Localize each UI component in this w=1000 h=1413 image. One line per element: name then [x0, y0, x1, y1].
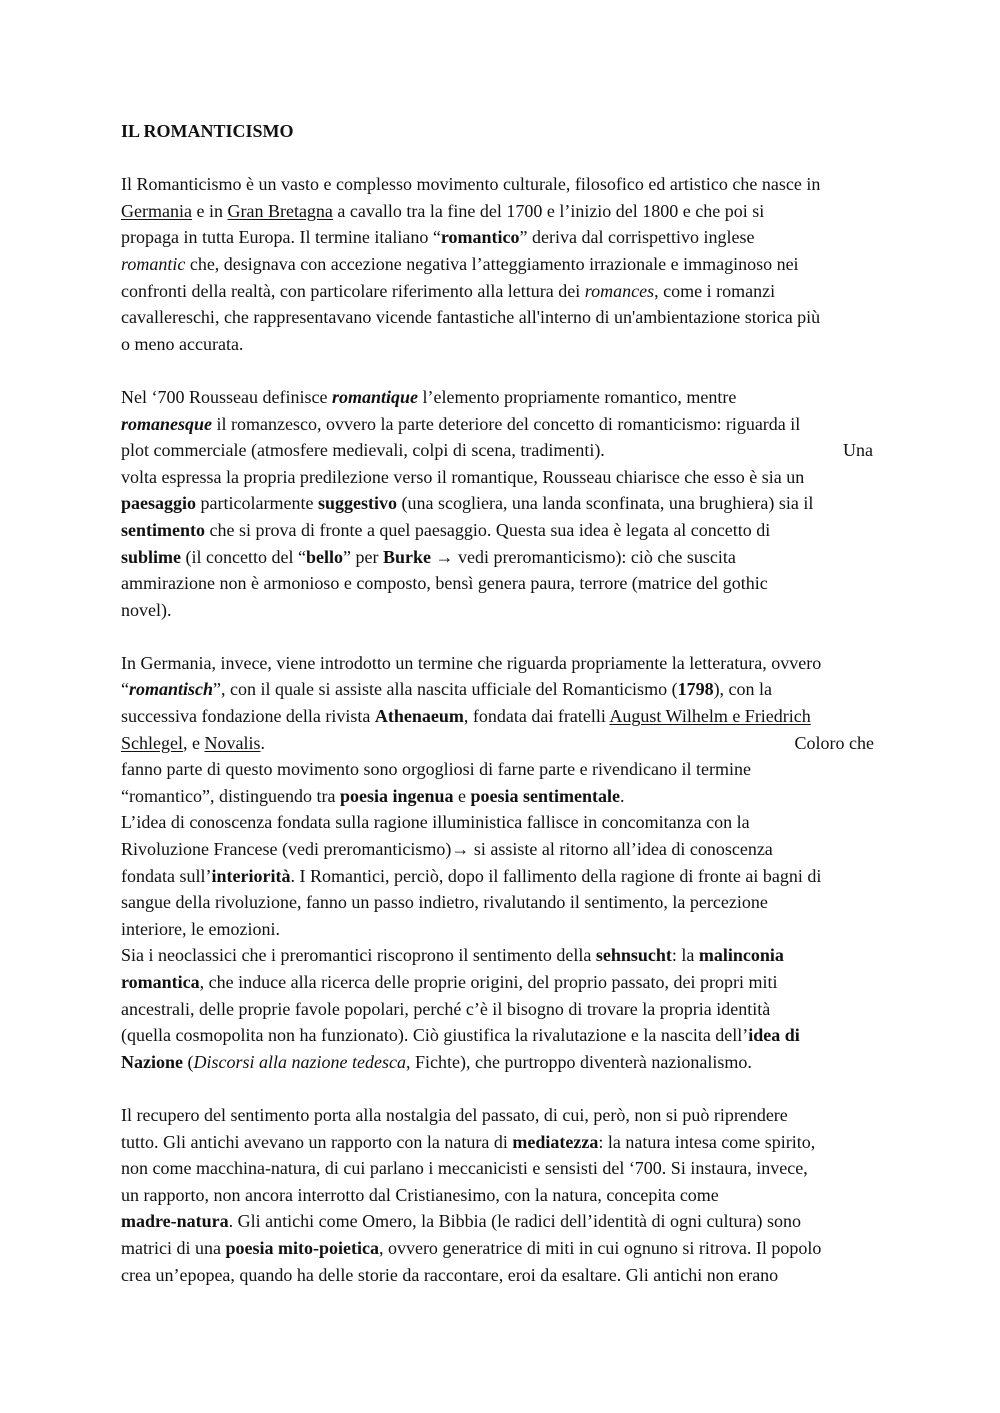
link-novalis[interactable]: Novalis — [204, 732, 261, 753]
link-gran-bretagna[interactable]: Gran Bretagna — [227, 200, 333, 221]
text-line: matrici di una poesia mito-poietica, ovvero generatrice di miti in cui ognuno si ritrova. Il popolo — [121, 1237, 822, 1258]
text-line: madre-natura. Gli antichi come Omero, la Bibbia (le radici dell’identità di ogni cultura) sono — [121, 1211, 802, 1232]
page-title: IL ROMANTICISMO — [121, 121, 294, 141]
text-line: romantic che, designava con accezione negativa l’atteggiamento irrazionale e immaginoso nei — [121, 253, 799, 274]
document-page — [121, 118, 911, 1288]
text-line: Germania e in Gran Bretagna a cavallo tra la fine del 1700 e l’inizio del 1800 e che poi si — [121, 200, 765, 221]
paragraph-gap — [121, 623, 911, 650]
text-line: successiva fondazione della rivista Athenaeum, fondata dai fratelli August Wilhelm e Friedrich — [121, 706, 811, 727]
text-line: Nazione (Discorsi alla nazione tedesca, Fichte), che purtroppo diventerà nazionalismo. — [121, 1051, 752, 1072]
paragraph-gap — [121, 357, 911, 384]
text-line: cavallereschi, che rappresentavano vicende fantastiche all'interno di un'ambientazione storica più — [121, 307, 821, 328]
paragraph-1 — [121, 171, 911, 357]
text-line: fanno parte di questo movimento sono orgogliosi di farne parte e rivendicano il termine — [121, 759, 751, 780]
text-line: Schlegel, e Novalis. Coloro che — [121, 732, 874, 753]
text-line: Rivoluzione Francese (vedi preromanticismo)→ si assiste al ritorno all’idea di conoscenza — [121, 839, 773, 860]
paragraph-3 — [121, 650, 911, 1076]
text-line: plot commerciale (atmosfere medievali, colpi di scena, tradimenti). Una — [121, 440, 873, 461]
text-line: “romantisch”, con il quale si assiste alla nascita ufficiale del Romanticismo (1798), con la — [121, 679, 773, 700]
link-schlegel[interactable]: Schlegel — [121, 732, 183, 753]
text-line: crea un’epopea, quando ha delle storie da raccontare, eroi da esaltare. Gli antichi non erano — [121, 1264, 779, 1285]
text-line: tutto. Gli antichi avevano un rapporto con la natura di mediatezza: la natura intesa come spirito, — [121, 1131, 816, 1152]
text-line: novel). — [121, 599, 172, 620]
text-line: romanesque il romanzesco, ovvero la parte deteriore del concetto di romanticismo: riguarda il — [121, 413, 801, 434]
link-germania[interactable]: Germania — [121, 200, 192, 221]
paragraph-gap — [121, 1075, 911, 1102]
text-line: volta espressa la propria predilezione verso il romantique, Rousseau chiarisce che esso è sia un — [121, 466, 805, 487]
text-line: sangue della rivoluzione, fanno un passo indietro, rivalutando il sentimento, la percezione — [121, 892, 768, 913]
paragraph-2 — [121, 384, 911, 623]
text-line: confronti della realtà, con particolare riferimento alla lettura dei romances, come i romanzi — [121, 280, 776, 301]
text-line: un rapporto, non ancora interrotto dal Cristianesimo, con la natura, concepita come — [121, 1184, 719, 1205]
text-line: Sia i neoclassici che i preromantici riscoprono il sentimento della sehnsucht: la malinconia — [121, 945, 784, 966]
text-line: paesaggio particolarmente suggestivo (una scogliera, una landa sconfinata, una brughiera) sia il — [121, 493, 814, 514]
text-line: Il Romanticismo è un vasto e complesso movimento culturale, filosofico ed artistico che nasce in — [121, 174, 821, 195]
text-line: ancestrali, delle proprie favole popolari, perché c’è il bisogno di trovare la propria identità — [121, 998, 771, 1019]
text-line: romantica, che induce alla ricerca delle proprie origini, del proprio passato, dei propri miti — [121, 972, 778, 992]
text-line: o meno accurata. — [121, 333, 244, 354]
text-line: (quella cosmopolita non ha funzionato). Ciò giustifica la rivalutazione e la nascita dell’idea di — [121, 1025, 800, 1046]
text-line: Il recupero del sentimento porta alla nostalgia del passato, di cui, però, non si può riprendere — [121, 1104, 788, 1125]
text-line: fondata sull’interiorità. I Romantici, perciò, dopo il fallimento della ragione di fronte ai bagni di — [121, 865, 822, 886]
text-line: ammirazione non è armonioso e composto, bensì genera paura, terrore (matrice del gothic — [121, 573, 768, 594]
link-schlegel[interactable]: August Wilhelm e Friedrich — [609, 706, 811, 727]
text-line: L’idea di conoscenza fondata sulla ragione illuministica fallisce in concomitanza con la — [121, 812, 750, 833]
text-line: “romantico”, distinguendo tra poesia ingenua e poesia sentimentale. — [121, 785, 625, 806]
text-line: Nel ‘700 Rousseau definisce romantique l’elemento propriamente romantico, mentre — [121, 386, 737, 407]
text-line: non come macchina-natura, di cui parlano i meccanicisti e sensisti del ‘700. Si instaura, invece, — [121, 1158, 808, 1179]
text-line: propaga in tutta Europa. Il termine italiano “romantico” deriva dal corrispettivo inglese — [121, 227, 755, 248]
paragraph-4 — [121, 1102, 911, 1288]
text-line: sentimento che si prova di fronte a quel paesaggio. Questa sua idea è legata al concetto di — [121, 519, 771, 540]
text-line: In Germania, invece, viene introdotto un termine che riguarda propriamente la letteratura, ovvero — [121, 652, 822, 673]
text-line: sublime (il concetto del “bello” per Burke → vedi preromanticismo): ciò che suscita — [121, 546, 736, 567]
text-line: interiore, le emozioni. — [121, 918, 280, 939]
